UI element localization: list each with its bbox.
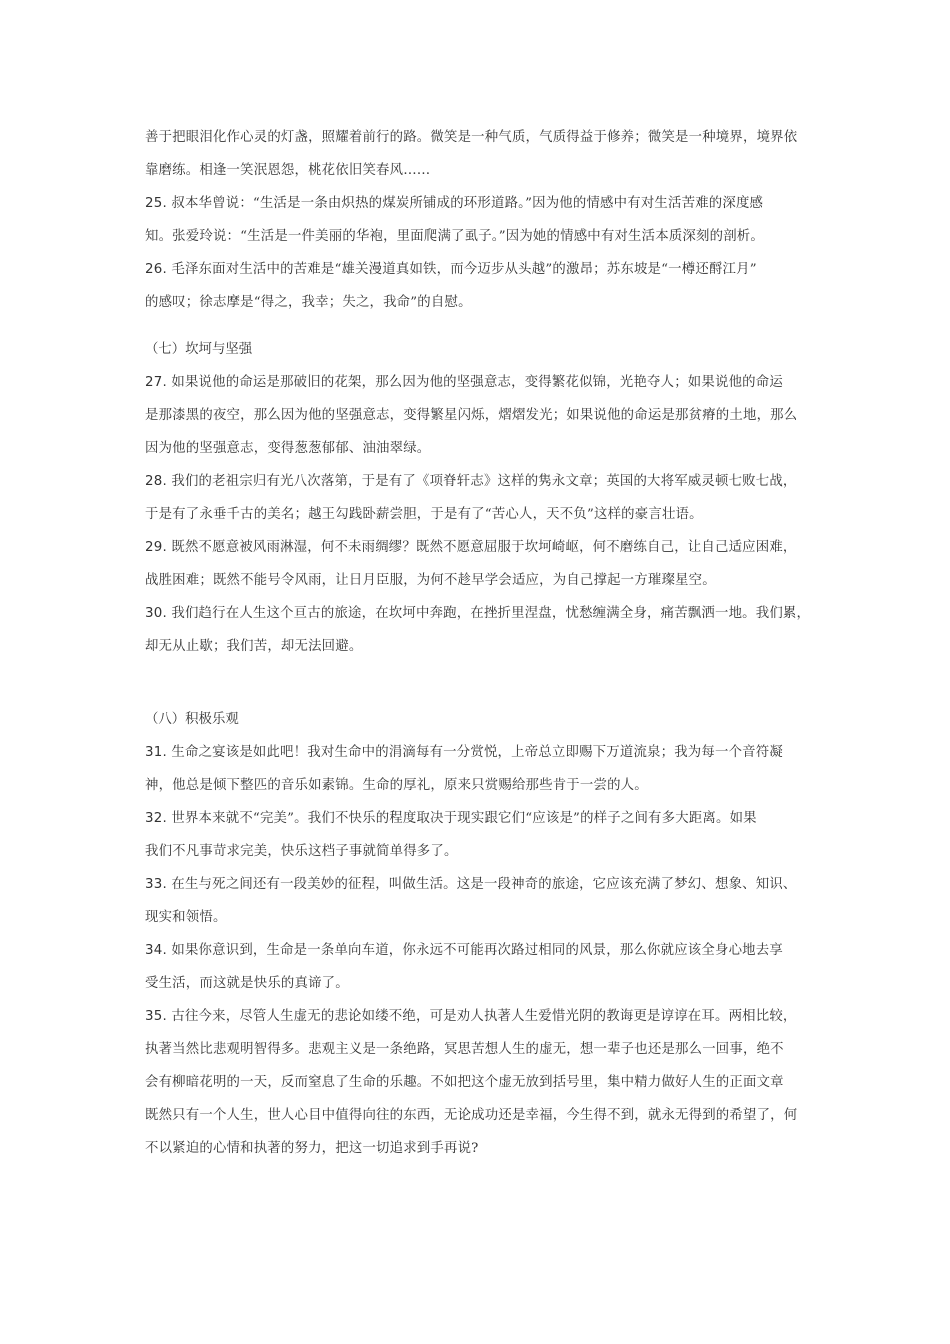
text-line: 现实和领悟。 [145,910,227,925]
paragraph-34 [145,934,825,1000]
paragraph-32 [145,802,825,868]
item-number: 34. [145,943,167,958]
item-number: 31. [145,745,167,760]
section-heading: （七）坎坷与坚强 [145,342,253,357]
paragraph [145,121,825,187]
text-line: 因为他的坚强意志，变得葱葱郁郁、油油翠绿。 [145,441,431,456]
text-line: 于是有了永垂千古的美名；越王勾践卧薪尝胆，于是有了“苦心人，天不负”这样的豪言壮语。 [145,507,703,522]
text-line: 会有柳暗花明的一天，反而窒息了生命的乐趣。不如把这个虚无放到括号里，集中精力做好人生的正面文章 [145,1075,784,1090]
item-number: 30. [145,606,167,621]
document-content [145,121,825,1165]
paragraph-31 [145,736,825,802]
text-line: 叔本华曾说：“生活是一条由炽热的煤炭所铺成的环形道路。”因为他的情感中有对生活苦难的深度感 [166,196,764,211]
text-line: 知。张爱玲说：“生活是一件美丽的华袍，里面爬满了虱子。”因为她的情感中有对生活本质深刻的剖析。 [145,229,764,244]
paragraph-35 [145,1000,825,1165]
text-line: 如果说他的命运是那破旧的花架，那么因为他的坚强意志，变得繁花似锦，光艳夺人；如果说他的命运 [166,375,783,390]
paragraph-29 [145,531,825,597]
text-line: 在生与死之间还有一段美妙的征程，叫做生活。这是一段神奇的旅途，它应该充满了梦幻、想象、知识、 [166,877,797,892]
paragraph-27 [145,366,825,465]
text-line: 战胜困难；既然不能号令风雨，让日月臣服，为何不趁早学会适应，为自己撑起一方璀璨星空。 [145,573,716,588]
item-number: 25. [145,196,167,211]
text-line: 生命之宴该是如此吧！我对生命中的涓滴每有一分赏悦，上帝总立即赐下万道流泉；我为每一个音符凝 [166,745,783,760]
item-number: 29. [145,540,167,555]
paragraph-33 [145,868,825,934]
paragraph-28 [145,465,825,531]
item-number: 32. [145,811,167,826]
text-line: 神，他总是倾下整匹的音乐如素锦。生命的厚礼，原来只赏赐给那些肯于一尝的人。 [145,778,648,793]
paragraph-25 [145,187,825,253]
text-line: 世界本来就不“完美”。我们不快乐的程度取决于现实跟它们“应该是”的样子之间有多大距离。如果 [166,811,757,826]
text-line: 我们的老祖宗归有光八次落第，于是有了《项脊轩志》这样的隽永文章；英国的大将军威灵顿七败七战， [166,474,797,489]
text-line: 不以紧迫的心情和执著的努力，把这一切追求到手再说? [145,1141,479,1156]
text-line: 既然只有一个人生，世人心目中值得向往的东西，无论成功还是幸福，今生得不到，就永无得到的希望了，何 [145,1108,798,1123]
section-heading: （八）积极乐观 [145,712,239,727]
text-line: 如果你意识到，生命是一条单向车道，你永远不可能再次路过相同的风景，那么你就应该全身心地去享 [166,943,783,958]
text-line: 受生活，而这就是快乐的真谛了。 [145,976,349,991]
item-number: 33. [145,877,167,892]
item-number: 27. [145,375,167,390]
paragraph-30 [145,597,825,663]
text-line: 是那漆黑的夜空，那么因为他的坚强意志，变得繁星闪烁，熠熠发光；如果说他的命运是那贫瘠的土地，那么 [145,408,798,423]
item-number: 35. [145,1009,167,1024]
text-line: 古往今来，尽管人生虚无的悲论如缕不绝，可是劝人执著人生爱惜光阴的教诲更是谆谆在耳。两相比较， [166,1009,797,1024]
paragraph-26 [145,253,825,319]
item-number: 26. [145,262,167,277]
text-line: 我们趋行在人生这个亘古的旅途，在坎坷中奔跑，在挫折里涅盘，忧愁缠满全身，痛苦飘洒一地。我们累， [166,606,811,621]
text-line: 我们不凡事苛求完美，快乐这档子事就简单得多了。 [145,844,458,859]
text-line: 却无从止歇；我们苦，却无法回避。 [145,639,363,654]
text-line: 执著当然比悲观明智得多。悲观主义是一条绝路，冥思苦想人生的虚无，想一辈子也还是那么一回事，绝不 [145,1042,784,1057]
text-line: 的感叹；徐志摩是“得之，我幸；失之，我命”的自慰。 [145,295,472,310]
text-line: 善于把眼泪化作心灵的灯盏，照耀着前行的路。微笑是一种气质，气质得益于修养；微笑是一种境界，境界依 [145,130,798,145]
text-line: 靠磨练。相逢一笑泯恩怨，桃花依旧笑春风…… [145,163,431,178]
item-number: 28. [145,474,167,489]
text-line: 既然不愿意被风雨淋湿，何不未雨绸缪？既然不愿意屈服于坎坷崎岖，何不磨练自己，让自己适应困难， [166,540,797,555]
text-line: 毛泽东面对生活中的苦难是“雄关漫道真如铁，而今迈步从头越”的激昂；苏东坡是“一樽还酹江月” [166,262,757,277]
